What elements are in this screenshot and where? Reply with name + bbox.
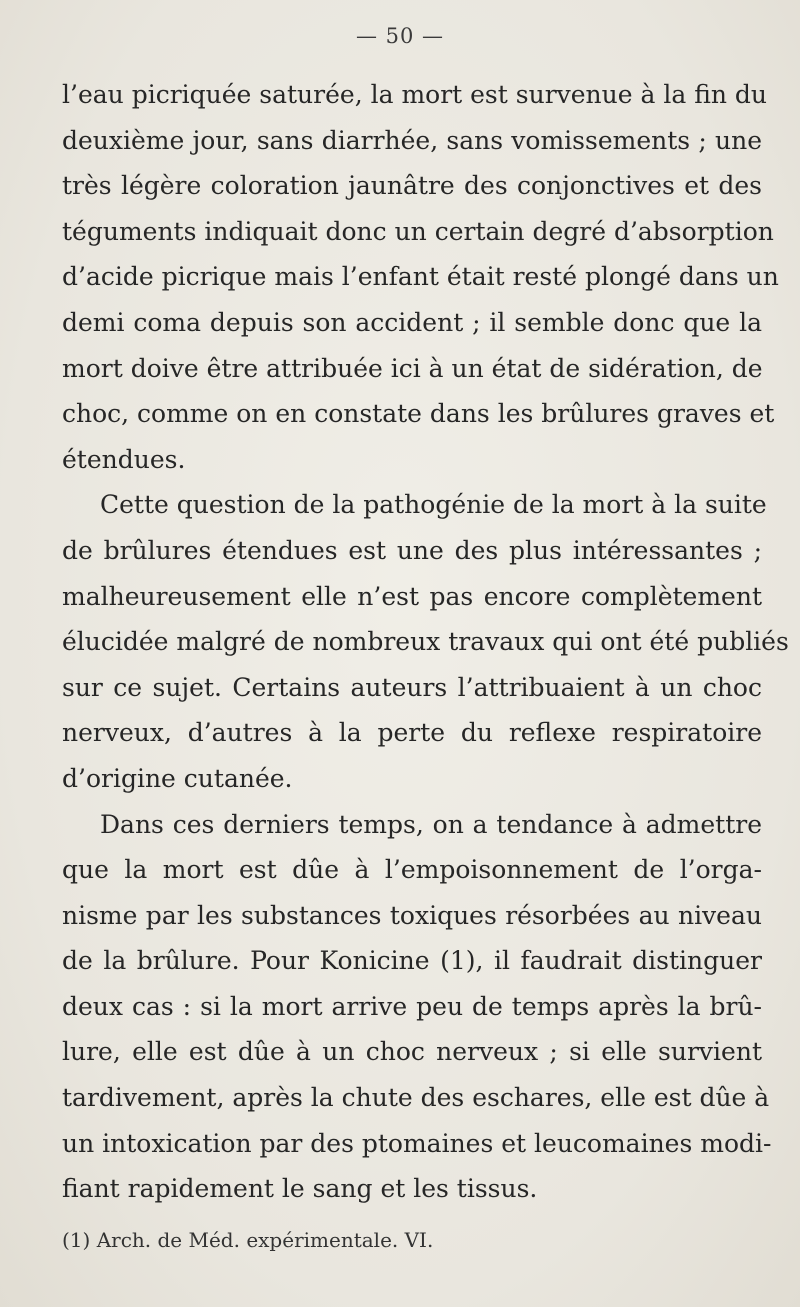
text-line: Dans ces derniers temps, on a tendance à admettre: [100, 809, 762, 839]
text-line: d’origine cutanée.: [62, 763, 293, 793]
text-line: deux cas : si la mort arrive peu de temps après la brû-: [62, 991, 762, 1021]
text-line: lure, elle est dûe à un choc nerveux ; si elle survient: [62, 1037, 762, 1067]
text-line: que la mort est dûe à l’empoisonnement de l’orga-: [62, 855, 762, 885]
text-line: choc, comme on en constate dans les brûlures graves et: [62, 399, 775, 429]
page-number: — 50 —: [355, 24, 445, 48]
text-line: fiant rapidement le sang et les tissus.: [62, 1174, 538, 1204]
text-line: demi coma depuis son accident ; il semble donc que la: [62, 307, 762, 337]
text-line: tardivement, après la chute des eschares, elle est dûe à: [62, 1083, 770, 1113]
text-line: nisme par les substances toxiques résorbées au niveau: [62, 900, 762, 930]
footnote: (1) Arch. de Méd. expérimentale. VI.: [62, 1228, 434, 1252]
text-line: de la brûlure. Pour Konicine (1), il faudrait distinguer: [62, 946, 762, 976]
text-line: élucidée malgré de nombreux travaux qui ont été publiés: [62, 627, 789, 657]
text-line: deuxième jour, sans diarrhée, sans vomissements ; une: [62, 125, 762, 155]
text-line: un intoxication par des ptomaines et leucomaines modi-: [62, 1128, 772, 1158]
text-line: étendues.: [62, 444, 186, 474]
text-line: l’eau picriquée saturée, la mort est survenue à la fin du: [62, 80, 768, 109]
text-line: très légère coloration jaunâtre des conjonctives et des: [62, 171, 762, 201]
body-text: [62, 72, 789, 1212]
text-line: Cette question de la pathogénie de la mort à la suite: [100, 490, 767, 520]
text-line: d’acide picrique mais l’enfant était resté plongé dans un: [62, 262, 779, 292]
text-line: de brûlures étendues est une des plus intéressantes ;: [62, 535, 762, 565]
text-line: mort doive être attribuée ici à un état de sidération, de: [62, 353, 763, 383]
text-line: sur ce sujet. Certains auteurs l’attribuaient à un choc: [62, 672, 762, 702]
text-line: malheureusement elle n’est pas encore complètement: [62, 581, 762, 611]
text-line: nerveux, d’autres à la perte du reflexe respiratoire: [62, 718, 762, 748]
text-line: téguments indiquait donc un certain degré d’absorption: [62, 216, 774, 246]
